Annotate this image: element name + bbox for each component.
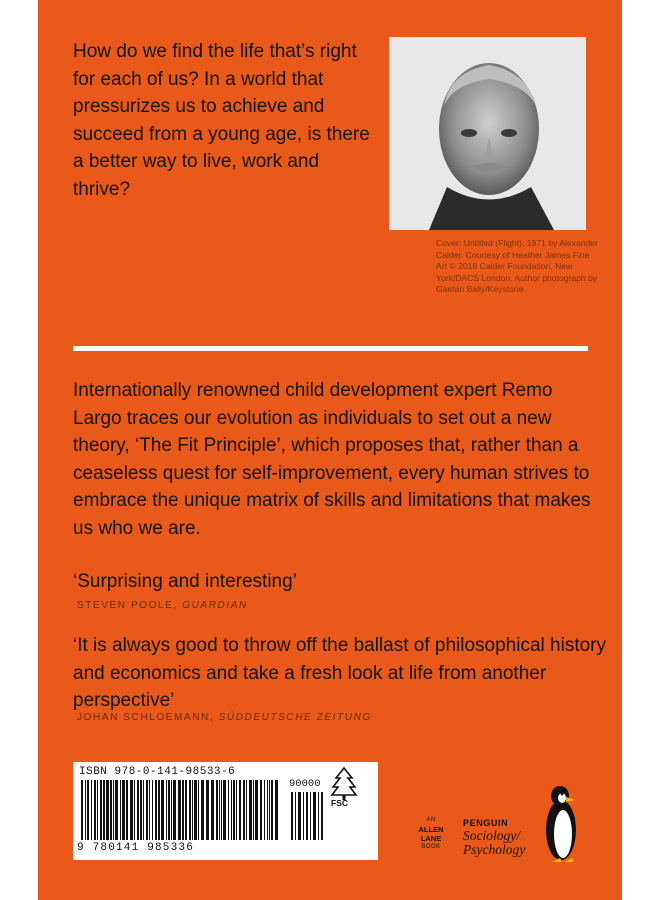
barcode-bar xyxy=(239,780,241,840)
barcode-bar xyxy=(219,780,220,840)
barcode-bar xyxy=(126,780,128,840)
barcode-bar xyxy=(223,780,226,840)
barcode-bar xyxy=(260,780,262,840)
barcode-bar xyxy=(155,780,157,840)
barcode-bar xyxy=(253,780,254,840)
barcode-bar xyxy=(178,780,181,840)
review-quote-1: ‘Surprising and interesting’ xyxy=(73,571,297,592)
barcode-bar xyxy=(255,780,258,840)
barcode-bar xyxy=(152,780,153,840)
barcode-bar xyxy=(249,780,252,840)
price-barcode-bars xyxy=(291,792,325,840)
barcode-bar xyxy=(182,780,184,840)
barcode-bar xyxy=(100,780,102,840)
barcode-bar xyxy=(201,780,204,840)
barcode-bar xyxy=(246,780,247,840)
barcode-bar xyxy=(275,780,278,840)
barcode-bar xyxy=(221,780,222,840)
review-attribution-2 xyxy=(77,712,372,723)
review-attribution-1 xyxy=(77,600,248,611)
isbn-label: ISBN 978-0-141-98533-6 xyxy=(79,766,236,778)
divider-rule xyxy=(73,346,588,351)
barcode-bar xyxy=(140,780,142,840)
barcode-bar xyxy=(122,780,125,840)
series-line-2: Psychology xyxy=(463,842,526,857)
barcode-bars xyxy=(81,780,281,840)
barcode-bar xyxy=(267,780,268,840)
barcode-bar xyxy=(231,780,232,840)
cover-credits: Cover: Untitled (Flight), 1971 by Alexander Calder. Courtesy of Heather James Fine Art © 2018 Calder Foundation, New York/DACS London. Author photograph by Gaetan Bally/Keystone xyxy=(436,238,598,294)
price-code: 90000 xyxy=(289,778,321,790)
review-author-1: STEVEN POOLE, xyxy=(77,600,178,611)
barcode-bar xyxy=(161,780,164,840)
barcode-bar xyxy=(130,780,133,840)
barcode-bar xyxy=(137,780,139,840)
imprint-lane: LANE xyxy=(420,834,442,843)
imprint-an: AN xyxy=(426,817,436,823)
imprint-book: BOOK xyxy=(421,844,441,850)
barcode-bar xyxy=(166,780,167,840)
barcode-bar xyxy=(158,780,160,840)
back-cover xyxy=(38,0,622,900)
series-line-1: Sociology/ xyxy=(463,828,520,843)
barcode-bar xyxy=(87,780,89,840)
barcode-bar xyxy=(211,780,214,840)
barcode-bar xyxy=(143,780,144,840)
review-quote-2: ‘It is always good to throw off the ballast of philosophical history and economics and take a fresh look at life from another perspective’ xyxy=(73,635,606,711)
intro-text: How do we find the life that’s right for each of us? In a world that pressurizes us to achieve and succeed from a young age, is there a better way to live, work and thrive? xyxy=(73,41,370,200)
author-portrait-image xyxy=(389,37,586,230)
publisher-block xyxy=(463,818,545,857)
barcode-bar xyxy=(120,780,121,840)
imprint-allen: ALLEN xyxy=(418,825,444,834)
barcode-bar xyxy=(271,780,273,840)
barcode-bar xyxy=(216,780,218,840)
barcode-bar xyxy=(168,780,170,840)
barcode-bar xyxy=(269,780,270,840)
barcode-bar xyxy=(94,780,96,840)
barcode-bar xyxy=(103,780,105,840)
barcode-bar xyxy=(106,780,109,840)
penguin-logo-icon xyxy=(544,782,578,866)
barcode-bar xyxy=(243,780,245,840)
barcode-bar xyxy=(97,780,98,840)
barcode-bar xyxy=(149,780,150,840)
barcode-bar xyxy=(173,780,176,840)
barcode-bar xyxy=(81,780,83,840)
book-blurb: Internationally renowned child development expert Remo Largo traces our evolution as individuals to set out a new theory, ‘The Fit Principle’, which proposes that, rather than a ceaseless quest for self-improvement, every human strives to embrace the unique matrix of skills and limitations that makes us who we are. xyxy=(73,380,591,539)
barcode-bar xyxy=(198,780,199,840)
author-photo xyxy=(389,37,586,230)
barcode-bar xyxy=(194,780,197,840)
barcode-bar xyxy=(115,780,118,840)
barcode-bar xyxy=(91,780,92,840)
barcode-bar xyxy=(171,780,172,840)
review-source-2: SÜDDEUTSCHE ZEITUNG xyxy=(218,712,372,723)
review-author-2: JOHAN SCHLOEMANN, xyxy=(77,712,215,723)
barcode-bar xyxy=(113,780,114,840)
barcode-bar xyxy=(206,780,209,840)
fsc-label: FSC xyxy=(331,798,348,808)
barcode-bar xyxy=(192,780,193,840)
barcode-bar xyxy=(146,780,148,840)
allen-lane-imprint xyxy=(418,816,444,852)
barcode-bar xyxy=(134,780,135,840)
review-source-1: GUARDIAN xyxy=(182,600,248,611)
barcode-bar xyxy=(236,780,237,840)
barcode-bar xyxy=(185,780,187,840)
barcode-bar xyxy=(85,780,86,840)
barcode-bar xyxy=(228,780,229,840)
barcode-bar xyxy=(233,780,235,840)
barcode-bar xyxy=(264,780,265,840)
barcode-bar xyxy=(110,780,112,840)
publisher-brand: PENGUIN xyxy=(463,818,509,828)
barcode-bar xyxy=(189,780,191,840)
barcode-panel xyxy=(73,762,378,860)
barcode-digits: 9 780141 985336 xyxy=(77,842,195,854)
